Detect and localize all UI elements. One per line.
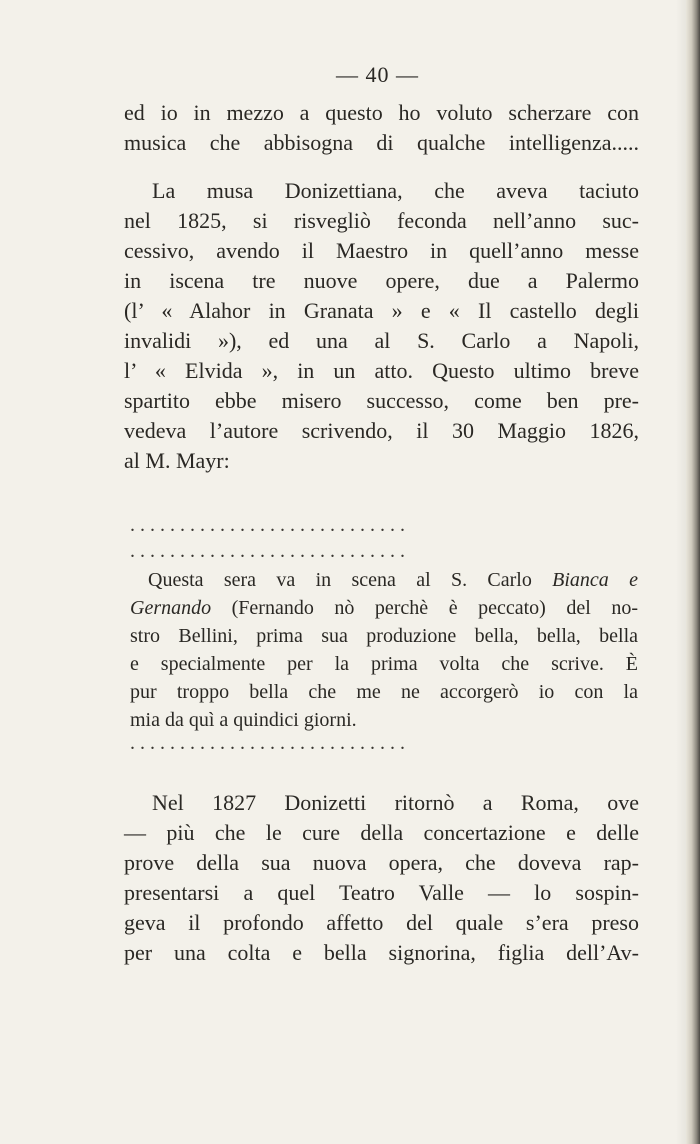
opera-title-italic: Bianca e [552, 569, 639, 591]
text-line: al M. Mayr: [124, 448, 230, 473]
paragraph-continuation [124, 98, 639, 158]
text-line: geva il profondo affetto del quale s’era preso [124, 910, 639, 935]
text-line: — più che le cure della concertazione e delle [124, 820, 639, 845]
page-gutter-shadow [676, 0, 686, 1144]
ellipsis-dots: . . . . . . . . . . . . . . . . . . . . . . . . . . . . [130, 540, 405, 562]
paragraph-roma [124, 788, 639, 968]
text-line: musica che abbisogna di qualche intelligenza..... [124, 130, 639, 155]
opera-title-italic: Gernando [130, 597, 212, 619]
paragraph-donizettiana [124, 176, 639, 476]
quote-text: (Fernando nò perchè è peccato) del no- [211, 597, 638, 619]
text-line: vedeva l’autore scrivendo, il 30 Maggio 1826, [124, 418, 639, 443]
text-line [130, 594, 638, 622]
text-line: cessivo, avendo il Maestro in quell’anno messe [124, 238, 639, 263]
text-line: stro Bellini, prima sua produzione bella, bella, bella [130, 625, 638, 647]
ellipsis-dots: . . . . . . . . . . . . . . . . . . . . . . . . . . . . [130, 732, 405, 754]
text-line: mia da quì a quindici giorni. [130, 709, 357, 731]
text-line: (l’ « Alahor in Granata » e « Il castello degli [124, 298, 639, 323]
text-line: pur troppo bella che me ne accorgerò io con la [130, 681, 638, 703]
text-line: spartito ebbe misero successo, come ben pre- [124, 388, 639, 413]
text-line: prove della sua nuova opera, che doveva rap- [124, 850, 639, 875]
text-line: invalidi »), ed una al S. Carlo a Napoli, [124, 328, 639, 353]
text-line: presentarsi a quel Teatro Valle — lo sospin- [124, 880, 639, 905]
page-number: — 40 — [336, 62, 419, 87]
text-line: nel 1825, si risvegliò feconda nell’anno suc- [124, 208, 639, 233]
quoted-letter [130, 566, 638, 734]
text-line: La musa Donizettiana, che aveva taciuto [152, 178, 639, 203]
text-line: e specialmente per la prima volta che scrive. È [130, 653, 638, 675]
text-line: ed io in mezzo a questo ho voluto scherzare con [124, 100, 639, 125]
text-line: in iscena tre nuove opere, due a Palermo [124, 268, 639, 293]
text-line: l’ « Elvida », in un atto. Questo ultimo breve [124, 358, 639, 383]
ellipsis-dots: . . . . . . . . . . . . . . . . . . . . . . . . . . . . [130, 514, 405, 536]
text-line [130, 566, 638, 594]
text-line: per una colta e bella signorina, figlia dell’Av- [124, 940, 639, 965]
text-line: Nel 1827 Donizetti ritornò a Roma, ove [152, 790, 639, 815]
quote-text: Questa sera va in scena al S. Carlo [148, 569, 532, 591]
page-edge [686, 0, 700, 1144]
